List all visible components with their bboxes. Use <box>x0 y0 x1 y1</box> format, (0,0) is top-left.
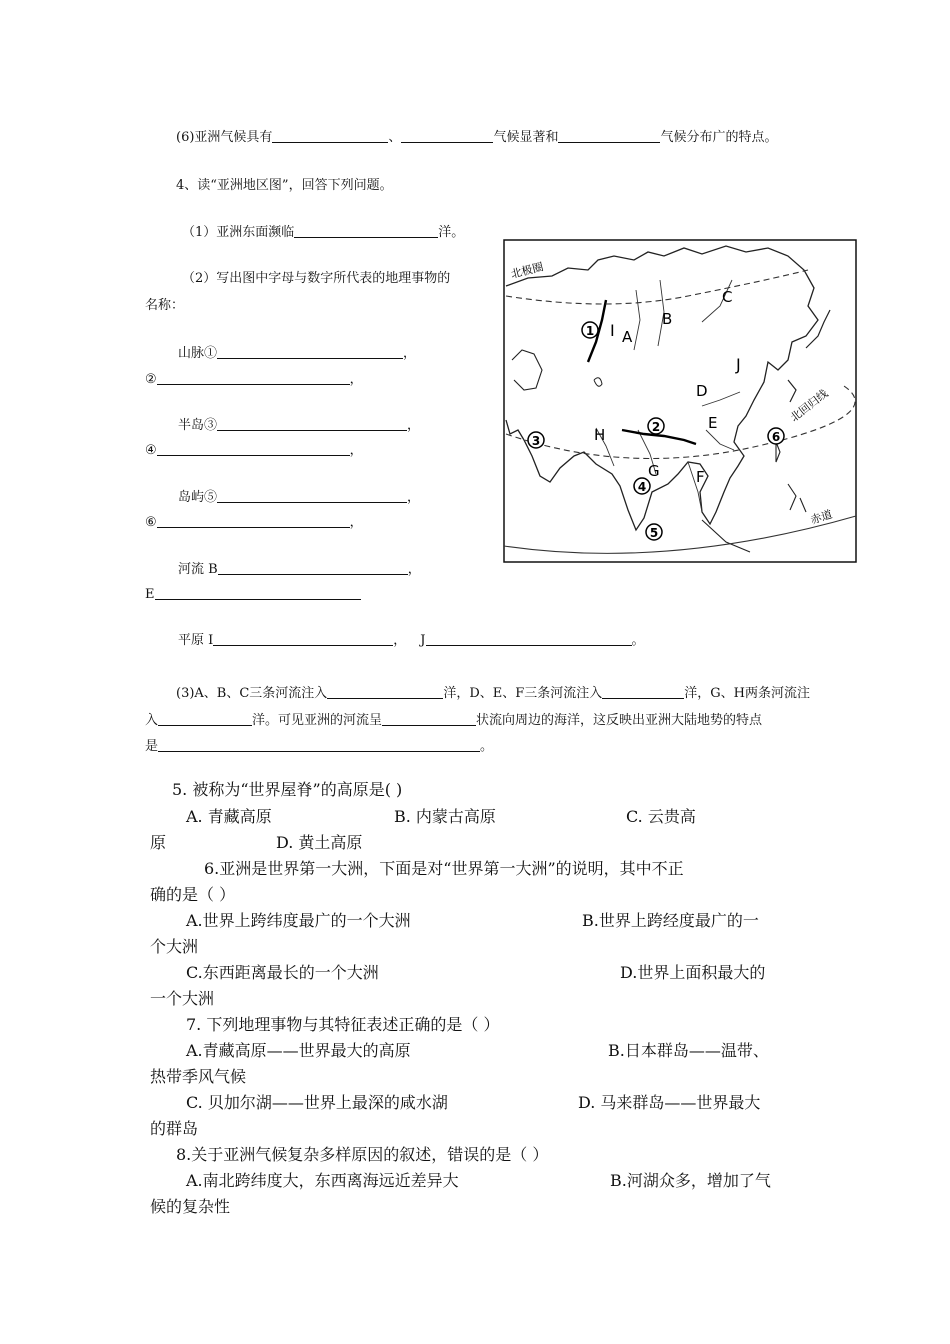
q7-option-a[interactable]: A.青藏高原——世界最大的高原 <box>186 1041 411 1060</box>
q4-sub3-line2: 入 洋。可见亚洲的河流呈 状流向周边的海洋，这反映出亚洲大陆地势的特点 <box>145 713 763 728</box>
q4-sub2-line2: 名称： <box>145 298 185 313</box>
arctic-circle-label: 北极圈 <box>509 260 545 281</box>
q7-option-b-cont: 热带季风气候 <box>150 1067 247 1086</box>
answer-blank[interactable] <box>327 686 443 699</box>
svg-text:1: 1 <box>585 324 595 338</box>
q7-stem: 7. 下列地理事物与其特征表述正确的是（ ） <box>186 1015 500 1034</box>
island-row-2: ⑥ ， <box>145 515 363 530</box>
answer-blank[interactable] <box>382 713 476 726</box>
q6-option-c[interactable]: C.东西距离最长的一个大洲 <box>186 963 379 982</box>
answer-blank[interactable] <box>157 443 350 456</box>
answer-blank[interactable] <box>401 130 493 143</box>
q4-sub2-line1: （2）写出图中字母与数字所代表的地理事物的 <box>182 271 451 286</box>
mountain-row: 山脉① ， <box>178 346 417 361</box>
answer-blank[interactable] <box>272 130 388 143</box>
q4-title: 4、读“亚洲地区图”，回答下列问题。 <box>176 178 393 193</box>
map-letter-j: J <box>736 355 741 374</box>
answer-blank[interactable] <box>217 490 407 503</box>
q5-option-a[interactable]: A. 青藏高原 <box>186 807 272 826</box>
q8-option-b[interactable]: B.河湖众多，增加了气 <box>610 1171 771 1190</box>
svg-text:5: 5 <box>649 526 659 540</box>
map-letter-d: D <box>696 382 708 400</box>
answer-blank[interactable] <box>158 713 252 726</box>
map-letter-c: C <box>722 288 733 306</box>
q6-option-a[interactable]: A.世界上跨纬度最广的一个大洲 <box>186 911 411 930</box>
q8-stem: 8.关于亚洲气候复杂多样原因的叙述，错误的是（ ） <box>176 1145 549 1164</box>
q7-option-c[interactable]: C. 贝加尔湖——世界上最深的咸水湖 <box>186 1093 448 1112</box>
mountain-row-2: ② ， <box>145 372 363 387</box>
map-number-4 <box>634 478 650 494</box>
q6-option-d[interactable]: D.世界上面积最大的 <box>620 963 766 982</box>
q4-sub1: （1）亚洲东面濒临 洋。 <box>182 225 465 240</box>
map-letter-e: E <box>708 414 718 432</box>
asia-map <box>488 230 860 568</box>
map-number-2 <box>648 418 664 434</box>
map-number-5 <box>646 524 662 540</box>
map-number-3 <box>528 432 544 448</box>
map-letter-f: F <box>696 468 705 486</box>
svg-text:3: 3 <box>531 434 541 448</box>
q5-option-c[interactable]: C. 云贵高 <box>626 807 696 826</box>
q6-option-b-cont: 个大洲 <box>150 937 199 956</box>
q6-stem-1: 6.亚洲是世界第一大洲，下面是对“世界第一大洲”的说明，其中不正 <box>204 859 684 878</box>
island-row: 岛屿⑤ ， <box>178 490 421 505</box>
peninsula-row: 半岛③ ， <box>178 418 421 433</box>
river-row-2: E <box>145 587 361 601</box>
map-letter-g: G <box>648 462 660 480</box>
q3-6-line: (6)亚洲气候具有 、 气候显著和 气候分布广的特点。 <box>176 130 778 145</box>
answer-blank[interactable] <box>218 562 408 575</box>
svg-text:4: 4 <box>637 480 647 494</box>
q8-option-b-cont: 候的复杂性 <box>150 1197 231 1216</box>
q7-option-d[interactable]: D. 马来群岛——世界最大 <box>578 1093 761 1112</box>
q7-option-b[interactable]: B.日本群岛——温带、 <box>608 1041 769 1060</box>
map-number-1 <box>582 322 598 338</box>
q4-sub3-line1: (3)A、B、C三条河流注入 洋，D、E、F三条河流注入 洋，G、H两条河流注 <box>176 686 810 701</box>
answer-blank[interactable] <box>294 225 438 238</box>
peninsula-row-2: ④ ， <box>145 443 363 458</box>
q5-stem: 5. 被称为“世界屋脊”的高原是( ) <box>172 780 403 799</box>
map-letter-a: A <box>622 328 633 346</box>
answer-blank[interactable] <box>602 686 684 699</box>
svg-text:2: 2 <box>651 420 661 434</box>
plain-row: 平原 I ， J 。 <box>178 633 645 648</box>
q5-option-d[interactable]: D. 黄土高原 <box>276 833 363 852</box>
q6-option-b[interactable]: B.世界上跨经度最广的一 <box>582 911 759 930</box>
answer-blank[interactable] <box>158 739 480 752</box>
answer-blank[interactable] <box>157 372 350 385</box>
river-row: 河流 B ， <box>178 562 421 577</box>
q5-option-c-cont: 原 <box>150 833 167 852</box>
q4-sub3-line3: 是 。 <box>145 739 494 754</box>
map-letter-h: H <box>594 426 606 444</box>
answer-blank[interactable] <box>217 418 407 431</box>
answer-blank[interactable] <box>558 130 660 143</box>
tropic-of-cancer-label: 北回归线 <box>787 387 831 425</box>
map-letter-b: B <box>662 310 673 328</box>
answer-blank[interactable] <box>157 515 350 528</box>
answer-blank[interactable] <box>217 346 403 359</box>
answer-blank[interactable] <box>213 633 393 646</box>
q5-option-b[interactable]: B. 内蒙古高原 <box>394 807 496 826</box>
q6-option-d-cont: 一个大洲 <box>150 989 215 1008</box>
answer-blank[interactable] <box>426 633 632 646</box>
svg-text:6: 6 <box>771 430 781 444</box>
map-number-6 <box>768 428 784 444</box>
map-letter-i: I <box>610 321 615 340</box>
q7-option-d-cont: 的群岛 <box>150 1119 199 1138</box>
answer-blank[interactable] <box>155 587 361 600</box>
q6-stem-2: 确的是（ ） <box>150 885 236 904</box>
equator-label: 赤道 <box>808 507 834 527</box>
q8-option-a[interactable]: A.南北跨纬度大，东西离海远近差异大 <box>186 1171 459 1190</box>
